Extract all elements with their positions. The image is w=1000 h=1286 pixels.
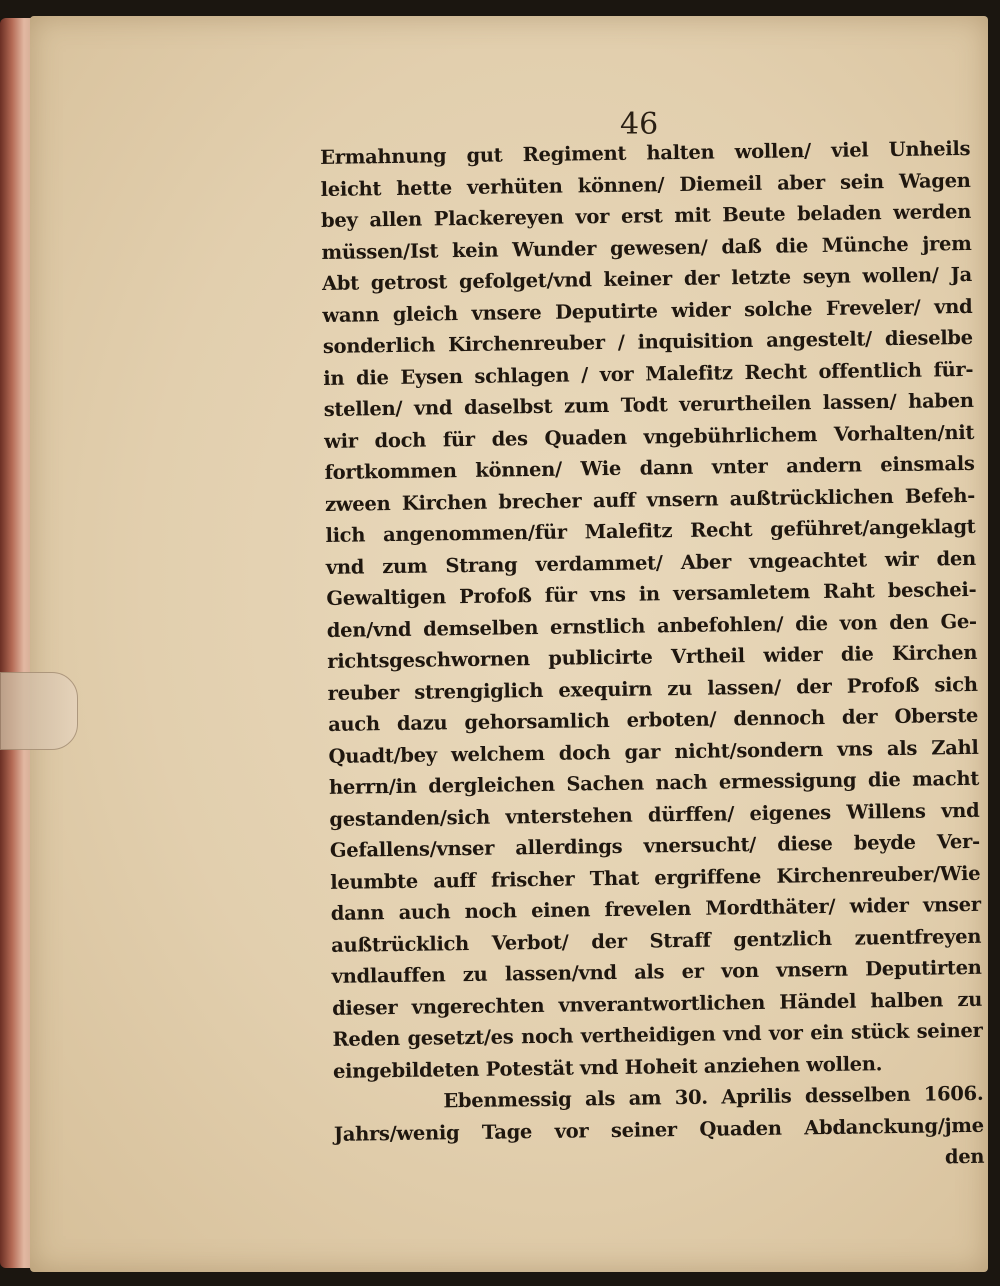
text-line: auch dazu gehorsamlich erboten/ dennoch der Oberste xyxy=(327,703,979,736)
text-line: gestanden/sich vnterstehen dürffen/ eigenes Willens vnd xyxy=(329,798,980,831)
text-line: wir doch für des Quaden vngebührlichem Vorhalten/nit xyxy=(324,420,975,453)
page-tab-marker xyxy=(0,672,78,750)
text-line: Gefallens/vnser allerdings vnersucht/ diese beyde Ver- xyxy=(329,829,980,862)
text-line: Ermahnung gut Regiment halten wollen/ viel Unheils xyxy=(320,136,971,169)
text-line: herrn/in dergleichen Sachen nach ermessigung die macht xyxy=(328,766,980,799)
text-line: außtrücklich Verbot/ der Straff gentzlich zuentfreyen xyxy=(331,924,982,957)
text-line: stellen/ vnd daselbst zum Todt verurtheilen lassen/ haben xyxy=(323,388,974,421)
text-line: Abt getrost gefolget/vnd keiner der letzte seyn wollen/ Ja xyxy=(321,262,973,295)
text-line: lich angenommen/für Malefitz Recht geführet/angeklagt xyxy=(325,514,976,547)
text-line: Reden gesetzt/es noch vertheidigen vnd vor ein stück seiner xyxy=(332,1018,983,1051)
text-line: reuber strengiglich exequirn zu lassen/ der Profoß sich xyxy=(327,672,978,705)
text-line: wann gleich vnsere Deputirte wider solche Freveler/ vnd xyxy=(322,294,973,327)
body-text xyxy=(320,133,984,1181)
text-line: in die Eysen schlagen / vor Malefitz Recht offentlich für- xyxy=(323,357,974,390)
text-line: müssen/Ist kein Wunder gewesen/ daß die Münche jrem xyxy=(321,231,972,264)
text-line: zween Kirchen brecher auff vnsern außtrücklichen Befeh- xyxy=(324,483,976,516)
text-line: dieser vngerechten vnverantwortlichen Händel halben zu xyxy=(331,987,983,1020)
text-line: Gewaltigen Profoß für vns in versamletem Raht beschei- xyxy=(326,577,977,610)
text-line: leicht hette verhüten können/ Diemeil aber sein Wagen xyxy=(320,168,971,201)
text-line: vnd zum Strang verdammet/ Aber vngeachtet wir den xyxy=(325,546,977,579)
text-line: bey allen Plackereyen vor erst mit Beute beladen werden xyxy=(320,199,972,232)
page-number: 46 xyxy=(620,107,659,142)
text-line: Jahrs/wenig Tage vor seiner Quaden Abdanckung/jme xyxy=(333,1113,984,1146)
text-line: sonderlich Kirchenreuber / inquisition angestelt/ dieselbe xyxy=(322,325,973,358)
catchword: den xyxy=(944,1144,985,1169)
text-line: fortkommen können/ Wie dann vnter andern einsmals xyxy=(324,451,975,484)
text-line: den/vnd demselben ernstlich anbefohlen/ die von den Ge- xyxy=(326,609,977,642)
text-line: Quadt/bey welchem doch gar nicht/sondern vns als Zahl xyxy=(328,735,979,768)
text-line: Ebenmessig als am 30. Aprilis desselben 1606. xyxy=(443,1081,984,1113)
text-line: richtsgeschwornen publicirte Vrtheil wider die Kirchen xyxy=(327,640,978,673)
book-page xyxy=(30,16,988,1272)
text-line: leumbte auff frischer That ergriffene Kirchenreuber/Wie xyxy=(330,861,981,894)
text-line: dann auch noch einen frevelen Mordthäter/ wider vnser xyxy=(330,892,981,925)
text-line: eingebildeten Potestät vnd Hoheit anziehen wollen. xyxy=(332,1051,883,1083)
text-line: vndlauffen zu lassen/vnd als er von vnsern Deputirten xyxy=(331,955,982,988)
